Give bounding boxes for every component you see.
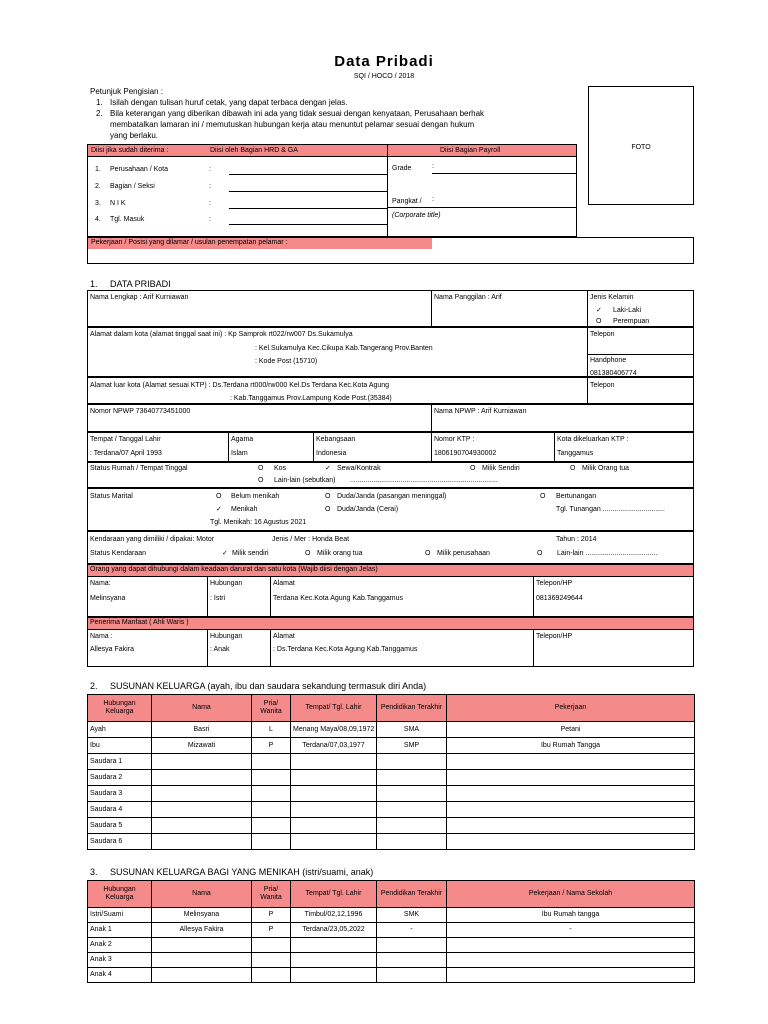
table-cell[interactable] [252,834,291,850]
table-row [88,834,695,850]
table-cell[interactable] [291,770,377,786]
ahli-waris-header: Penerima Manfaat ( Ahli Waris ) [88,618,693,629]
table-cell[interactable] [291,953,377,968]
table-cell[interactable] [291,754,377,770]
column-header: Nama [152,695,252,722]
sk-option-label: Lain-lain ..................................... [557,550,658,557]
relation-cell: Ayah [88,722,152,738]
status-kendaraan-label: Status Kendaraan [90,550,147,557]
table-cell[interactable] [291,818,377,834]
kebangsaan-value[interactable]: Indonesia [316,450,347,457]
doc-code: SQI / HOCO / 2018 [353,73,415,80]
table-cell[interactable] [377,786,447,802]
divider [587,290,588,327]
divider [207,629,208,666]
table-cell[interactable]: SMK [377,908,447,923]
relation-cell: Saudara 3 [88,786,152,802]
kebangsaan-label: Kebangsaan [316,436,356,443]
table-cell[interactable] [447,938,695,953]
table-cell[interactable]: - [377,923,447,938]
jk-male-label: Laki-Laki [613,307,642,314]
table-cell[interactable] [152,938,252,953]
nama-panggilan[interactable]: Nama Panggilan : Arif [434,294,502,301]
alamat-kota-line3[interactable]: : Kode Post (15710) [255,358,318,365]
sm-option-label: Menikah [231,506,258,513]
admin-row-colon: : [209,183,211,190]
check-icon[interactable]: ✓ [325,465,331,472]
table-cell[interactable] [291,786,377,802]
jk-female-label: Perempuan [613,318,650,325]
admin-row-colon: : [209,200,211,207]
table-cell[interactable] [252,968,291,983]
relation-cell: Anak 4 [88,968,152,983]
ktp-label: Nomor KTP : [434,436,475,443]
petunjuk-num-1: 1. [96,98,103,107]
divider [587,354,694,355]
table-cell[interactable] [291,938,377,953]
ttl-value[interactable]: : Terdana/07 April 1993 [90,450,162,457]
kota-ktp-label: Kota dikeluarkan KTP : [557,436,629,443]
table-cell[interactable] [152,786,252,802]
column-header: Hubungan Keluarga [88,695,152,722]
column-header: Pekerjaan / Nama Sekolah [447,881,695,908]
admin-row-label: Bagian / Seksi [110,183,155,190]
table-cell[interactable] [152,968,252,983]
admin-header-left-text: Diisi jika sudah diterima : [91,147,169,154]
petunjuk-item-2-line1: Bila keterangan yang diberikan dibawah ini ada yang tidak sesuai dengan kenyataan, Perusahaan berhak [110,109,485,118]
relation-cell: Saudara 1 [88,754,152,770]
table-cell[interactable] [377,938,447,953]
table-cell[interactable]: Petani [447,722,695,738]
sr-lain-dots[interactable]: ............................................................................ [350,477,498,484]
table-cell[interactable] [377,834,447,850]
divider [88,629,693,630]
admin-header-right-text: Diisi Bagian Payroll [440,147,501,154]
telepon-label: Telepon [590,331,615,338]
table-cell[interactable]: P [252,908,291,923]
radio-icon[interactable]: O [537,550,543,557]
radio-icon[interactable]: O [596,318,602,325]
admin-right-line [388,207,576,208]
table-row [88,968,695,983]
admin-header-line [88,156,576,157]
kendaraan-field[interactable]: Kendaraan yang dimiliki / dipakai: Motor [90,536,215,543]
sr-option-label: Milik Orang tua [582,465,630,472]
petunjuk-item-1: Isilah dengan tulisan huruf cetak, yang dapat terbaca dengan jelas. [110,98,348,107]
admin-header-left-text2: Diisi oleh Bagian HRD & GA [210,147,298,154]
divider [533,629,534,666]
jenis-merk-field[interactable]: Jenis / Mer : Honda Beat [272,536,350,543]
sm-option-label: Duda/Janda (pasangan meninggal) [337,493,447,500]
agama-value[interactable]: Islam [231,450,248,457]
grade-input[interactable] [432,173,576,174]
npwp-field[interactable]: Nomor NPWP 73640773451000 [90,408,191,415]
divider [270,629,271,666]
sk-option-label: Milik perusahaan [437,550,490,557]
column-header: Hubungan Keluarga [88,881,152,908]
section-1-title: DATA PRIBADI [110,279,171,289]
ahli-telp-label: Telepon/HP [536,633,573,640]
check-icon[interactable]: ✓ [222,550,228,557]
admin-row-input[interactable] [229,224,387,225]
table-row [88,908,695,923]
radio-icon[interactable]: O [325,493,331,500]
status-rumah-label: Status Rumah / Tempat Tinggal [90,465,188,472]
table-cell[interactable] [291,968,377,983]
column-header: Pria/ Wanita [252,695,291,722]
divider [431,290,432,327]
check-icon[interactable]: ✓ [596,307,602,314]
darurat-hub-label: Hubungan [210,580,243,587]
admin-row-num: 1. [95,166,101,173]
sm-option-label: Bertunangan [556,493,597,500]
darurat-hub-value[interactable]: : Istri [210,595,226,602]
ahli-alamat-value[interactable]: : Ds.Terdana Kec.Kota Agung Kab.Tanggamus [273,646,418,653]
table-cell[interactable]: Ibu Rumah tangga [447,908,695,923]
tgl-menikah[interactable]: Tgl. Menikah: 16 Agustus 2021 [210,519,307,526]
section-1-num: 1. [90,279,98,289]
table-cell[interactable]: L [252,722,291,738]
table-cell[interactable]: P [252,923,291,938]
handphone-value[interactable]: 081380406774 [590,370,637,377]
table-row [88,770,695,786]
admin-row-num: 3. [95,200,101,207]
darurat-nama-label: Nama: [90,580,111,587]
radio-icon[interactable]: O [258,477,264,484]
table-row [88,818,695,834]
ktp-value[interactable]: 1806190704930002 [434,450,497,457]
ahli-nama-value[interactable]: Allesya Fakira [90,646,134,653]
radio-icon[interactable]: O [258,465,264,472]
table-cell[interactable] [447,818,695,834]
grade-label: Grade [392,165,412,172]
sr-option-label: Sewa/Kontrak [337,465,381,472]
darurat-alamat-value[interactable]: Terdana Kec.Kota Agung Kab.Tanggamus [273,595,403,602]
table-cell[interactable]: Ibu Rumah Tangga [447,738,695,754]
table-cell[interactable] [152,754,252,770]
table-cell[interactable] [152,834,252,850]
table-cell[interactable] [377,770,447,786]
radio-icon[interactable]: O [470,465,476,472]
table-cell[interactable] [152,953,252,968]
sm-option-label: Belum menikah [231,493,280,500]
darurat-telp-label: Telepon/HP [536,580,573,587]
radio-icon[interactable]: O [305,550,311,557]
section-2-title: SUSUNAN KELUARGA (ayah, ibu dan saudara sekandung termasuk diri Anda) [110,681,427,691]
divider [431,404,432,432]
table-cell[interactable]: - [447,923,695,938]
column-header: Tempat/ Tgl. Lahir [291,881,377,908]
column-header: Pendidikan Terakhir [377,881,447,908]
table-cell[interactable] [252,770,291,786]
relation-cell: Anak 3 [88,953,152,968]
divider [270,576,271,616]
petunjuk-item-2-line3: yang berlaku. [110,131,159,140]
section-3-title: SUSUNAN KELUARGA BAGI YANG MENIKAH (istri/suami, anak) [110,867,374,877]
admin-row-label: Perusahaan / Kota [110,166,168,173]
section-2-num: 2. [90,681,98,691]
sr-option-label: Kos [274,465,287,472]
darurat-nama-value[interactable]: Melinsyana [90,595,126,602]
table-cell[interactable]: SMA [377,722,447,738]
sk-option-label: Milik sendiri [232,550,269,557]
table-cell[interactable] [252,953,291,968]
table-row [88,802,695,818]
table-header-row [88,881,695,908]
alamat-luar-line1[interactable]: Alamat luar kota (Alamat sesuai KTP) : Ds.Terdana rt000/rw000 Kel.Ds Terdana Kec.Kota Agung [90,382,390,389]
ahli-nama-label: Nama : [90,633,113,640]
table-cell[interactable] [447,953,695,968]
admin-row-input[interactable] [229,174,387,175]
sr-option-label: Milik Sendiri [482,465,520,472]
tahun-field[interactable]: Tahun : 2014 [556,536,597,543]
admin-row-label: Tgl. Masuk [110,216,145,223]
admin-row-colon: : [209,216,211,223]
table-cell[interactable]: SMP [377,738,447,754]
spouse-table [87,880,695,983]
nama-lengkap[interactable]: Nama Lengkap : Arif Kurniawan [90,294,189,301]
radio-icon[interactable]: O [425,550,431,557]
divider [207,576,208,616]
table-cell[interactable] [447,786,695,802]
ahli-hub-value[interactable]: : Anak [210,646,230,653]
table-row [88,786,695,802]
relation-cell: Saudara 4 [88,802,152,818]
table-cell[interactable] [291,802,377,818]
admin-divider [387,145,388,236]
admin-row-input[interactable] [229,208,387,209]
column-header: Pria/ Wanita [252,881,291,908]
family-table [87,694,695,850]
table-cell[interactable]: Mizawati [152,738,252,754]
alamat-kota-line2[interactable]: : Kel.Sukamulya Kec.Cikupa Kab.Tangerang Prov.Banten [255,345,433,352]
divider [533,576,534,616]
relation-cell: Anak 1 [88,923,152,938]
admin-row-colon: : [209,166,211,173]
relation-cell: Istri/Suami [88,908,152,923]
radio-icon[interactable]: O [540,493,546,500]
pangkat-colon: : [432,196,434,203]
sr-lain-label: Lain-lain (sebutkan) [274,477,336,484]
table-cell[interactable] [447,770,695,786]
table-cell[interactable]: Menang Maya/08,09,1972 [291,722,377,738]
table-cell[interactable] [377,953,447,968]
tgl-tunangan[interactable]: Tgl. Tunangan ................................ [556,506,665,513]
table-cell[interactable] [447,968,695,983]
petunjuk-heading: Petunjuk Pengisian : [90,87,163,96]
table-cell[interactable]: Allesya Fakira [152,923,252,938]
ahli-alamat-label: Alamat [273,633,295,640]
table-cell[interactable] [377,754,447,770]
darurat-alamat-label: Alamat [273,580,295,587]
table-cell[interactable]: Terdana/07,03,1977 [291,738,377,754]
telepon-label: Telepon [590,382,615,389]
divider [88,576,693,577]
divider [587,327,588,377]
kota-ktp-value[interactable]: Tanggamus [557,450,594,457]
posisi-label: Pekerjaan / Posisi yang dilamar / usulan penempatan pelamar : [88,238,432,249]
admin-row-input[interactable] [229,191,387,192]
pangkat-label: Pangkat / [392,198,422,205]
table-cell[interactable]: Basri [152,722,252,738]
grade-colon: : [432,163,434,170]
alamat-luar-line2[interactable]: : Kab.Tanggamus Prov.Lampung Kode Post.(35384) [230,395,392,402]
table-row [88,754,695,770]
relation-cell: Anak 2 [88,938,152,953]
table-cell[interactable]: Terdana/23,05,2022 [291,923,377,938]
table-header-row [88,695,695,722]
divider [431,432,432,462]
table-cell[interactable]: Melinsyana [152,908,252,923]
table-cell[interactable] [447,754,695,770]
radio-icon[interactable]: O [325,506,331,513]
column-header: Pekerjaan [447,695,695,722]
table-cell[interactable]: Timbul/02,12,1996 [291,908,377,923]
petunjuk-num-2: 2. [96,109,103,118]
sm-option-label: Duda/Janda (Cerai) [337,506,399,513]
table-cell[interactable] [152,770,252,786]
table-cell[interactable] [377,802,447,818]
divider [587,377,588,404]
page-title: Data Pribadi [334,53,434,70]
alamat-kota-line1[interactable]: Alamat dalam kota (alamat tinggal saat ini) : Kp Samprok rt022/rw007 Ds.Sukamulya [90,331,353,338]
corporate-title: (Corporate title) [392,212,441,219]
ttl-label: Tempat / Tanggal Lahir [90,436,161,443]
relation-cell: Saudara 5 [88,818,152,834]
table-cell[interactable] [252,818,291,834]
relation-cell: Saudara 2 [88,770,152,786]
foto-box[interactable] [588,86,694,205]
check-icon[interactable]: ✓ [216,506,222,513]
jenis-kelamin-label: Jenis Kelamin [590,294,634,301]
table-row [88,722,695,738]
table-cell[interactable] [252,754,291,770]
table-cell[interactable] [152,818,252,834]
table-cell[interactable] [152,802,252,818]
nama-npwp-field[interactable]: Nama NPWP : Arif Kurniawan [434,408,527,415]
relation-cell: Saudara 6 [88,834,152,850]
table-cell[interactable] [291,834,377,850]
table-row [88,953,695,968]
admin-row-num: 2. [95,183,101,190]
table-cell[interactable] [252,786,291,802]
column-header: Nama [152,881,252,908]
handphone-label: Handphone [590,357,627,364]
divider [228,432,229,462]
table-cell[interactable] [252,802,291,818]
table-cell[interactable] [252,938,291,953]
relation-cell: Ibu [88,738,152,754]
table-row [88,923,695,938]
table-row [88,938,695,953]
admin-row-label: N I K [110,200,126,207]
table-cell[interactable]: P [252,738,291,754]
column-header: Tempat/ Tgl. Lahir [291,695,377,722]
section-3-num: 3. [90,867,98,877]
table-cell[interactable] [447,802,695,818]
petunjuk-item-2-line2: membatalkan lamaran ini / memutuskan hubungan kerja atau menuntut pelamar sesuai dengan hukum [110,120,475,129]
table-row [88,738,695,754]
radio-icon[interactable]: O [570,465,576,472]
ahli-hub-label: Hubungan [210,633,243,640]
table-cell[interactable] [377,968,447,983]
divider [313,432,314,462]
admin-row-num: 4. [95,216,101,223]
table-cell[interactable] [377,818,447,834]
radio-icon[interactable]: O [216,493,222,500]
status-marital-label: Status Marital [90,493,133,500]
foto-label: FOTO [631,144,651,151]
darurat-telp-value[interactable]: 081369249644 [536,595,583,602]
divider [554,432,555,462]
darurat-header: Orang yang dapat dihubungi dalam keadaan darurat dan satu kota (Wajib diisi dengan Jelas) [88,565,693,576]
sk-option-label: Milik orang tua [317,550,363,557]
table-cell[interactable] [447,834,695,850]
agama-label: Agama [231,436,254,443]
column-header: Pendidikan Terakhir [377,695,447,722]
